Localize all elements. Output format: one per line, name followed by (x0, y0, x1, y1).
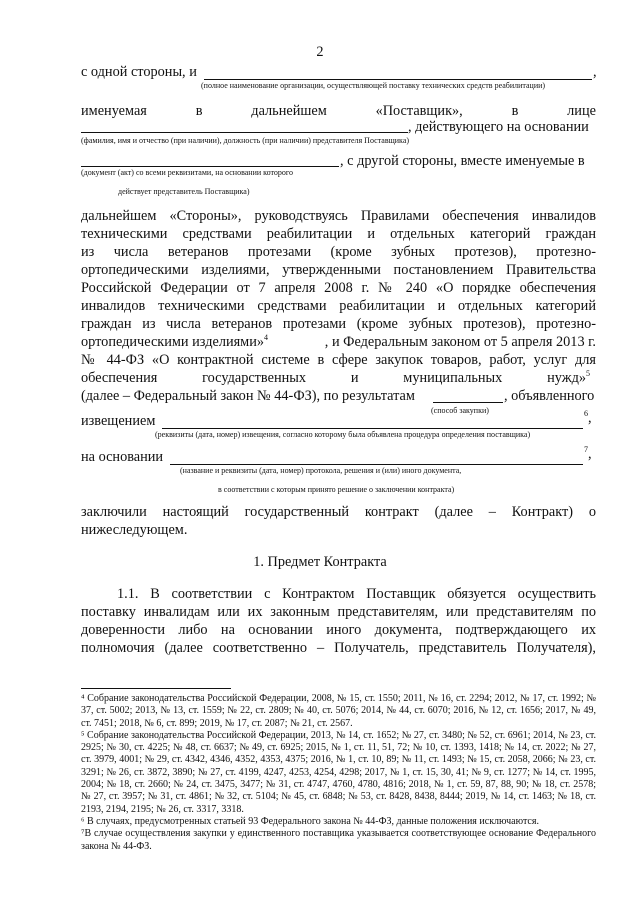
preamble-line (81, 369, 596, 387)
party1-suffix: , (593, 64, 597, 80)
document-page: 2 с одной стороны, и , (полное наименование организации, осуществляющей поставку технических средств реабилитации) именуемая в дальнейшем «Поставщик», в лице , действующего на основании (фамилия, имя и отчество (при наличии), должность (при наличии) представителя Поставщика) , с другой стороны, вместе именуемые в (документ (акт) со всеми реквизитами, на основании которого действует представитель Поставщика) дальнейшем «Стороны», руководствуясь Правилами обеспечения инвалидов техническими средствами реабилитации и отдельных категорий граждан из числа ветеранов протезами (кроме зубных протезов), протезно- ортопедическими изделиями, утвержденными постановлением Правительства Российской Федерации от 7 апреля 2008 г. № 240 «О порядке обеспечения инвалидов техническими средствами реабилитации и отдельных категорий граждан из числа ветеранов протезами (кроме зубных протезов), протезно- ортопедическими изделиями»$^4$ , и Федеральным законом от 5 апреля 2013 г. № 44-ФЗ «О контрактной системе в сфере закупок товаров, работ, услуг для обеспечения государственных и муниципальных нужд»$^5$ (далее – Федеральный закон № 44-ФЗ), по результатам , объявленного (способ закупки) извещением $^6$, (реквизиты (дата, номер) извещения, согласно которому была объявлена процедура определения поставщика) на основании $^7$, (название и реквизиты (дата, номер) протокола, решения и (или) иного документа, в соответствии с которым принято решение о заключении контракта) заключили настоящий государственный контракт (далее – Контракт) о нижеследующем. 1. Предмет Контракта 1.1. В соответствии с Контрактом Поставщик обязуется осуществить поставку инвалидам или их законным представителям, или представителям по доверенности либо на основании иного документа, подтверждающего их полномочия (далее соответственно – Получатель, представитель Получателя), ⁴ Собрание законодательства Российской Федерации, 2008, № 15, ст. 1550; 2011, № 16, ст. 2294; 2012, № 17, ст. 1992; № 37, ст. 5002; 2013, № 13, ст. 1559; № 22, ст. 2809; № 40, ст. 5076; 2014, № 44, ст. 6070; 2016, № 12, ст. 1656; 2017, № 49, ст. 7451; 2018, № 6, ст. 899; 2019, № 17, ст. 2087; № 21, ст. 2567. ⁵ Собрание законодательства Российской Федерации, 2013, № 14, ст. 1652; № 27, ст. 3480; № 52, ст. 6961; 2014, № 23, ст. 2925; № 30, ст. 4225; № 48, ст. 6637; № 49, ст. 6925; 2015, № 1, ст. 11, 51, 72; № 10, ст. 1393, 1418; № 14, ст. 2022; № 27, ст. 3979, 4001; № 29, ст. 4342, 4346, 4352, 4353, 4375; 2016, № 1, ст. 10, 89; № 11, ст. 1493; № 15, ст. 2058, 2066; № 23, ст. 3291; № 26, ст. 3872, 3890; № 27, ст. 4199, 4247, 4253, 4254, 4298; 2017, № 1, ст. 15, 30, 41; № 9, ст. 1277; № 14, ст. 1995, 2004; № 18, ст. 2660; № 24, ст. 3475, 3477; № 31, ст. 4747, 4760, 4780, 4816; 2018, № 1, ст. 59, 87, 88, 90; № 18, ст. 2578; № 27, ст. 3957; № 31, ст. 4861; № 32, ст. 5104; № 45, ст. 6848; № 53, ст. 8428, 8438, 8444; 2019, № 14, ст. 1463; № 18, ст. 2193, 2194, 2195; № 26, ст. 3317, 3318. ⁶ В случаях, предусмотренных статьей 93 Федерального закона № 44-ФЗ, данные положения исключаются. ⁷В случае осуществления закупки у единственного поставщика указывается соответствующее основание Федерального закона № 44-ФЗ. (0, 0, 640, 905)
preamble-fragment: обеспечения государственных и муниципальных нужд» (81, 370, 586, 386)
page-number: 2 (316, 44, 324, 60)
preamble-line: техническими средствами реабилитации и отдельных категорий граждан (81, 226, 596, 242)
footnote-7: ⁷В случае осуществления закупки у единственного поставщика указывается соответствующее основание Федерального закона № 44-ФЗ. (81, 828, 596, 852)
preamble-fragment: , объявленного (504, 388, 595, 404)
procurement-method-blank (433, 387, 503, 403)
named-word: «Поставщик», (375, 103, 463, 119)
notice-label: извещением (81, 413, 156, 429)
footnote-ref-5: 5 (586, 369, 590, 379)
preamble-line: № 44-ФЗ «О контрактной системе в сфере закупок товаров, работ, услуг для (81, 352, 596, 368)
footnote-4: ⁴ Собрание законодательства Российской Федерации, 2008, № 15, ст. 1550; 2011, № 16, ст. 2294; 2012, № 17, ст. 1992; № 37, ст. 5002; 2013, № 13, ст. 1559; № 22, ст. 2809; № 40, ст. 5076; 2014, № 44, ст. 6070; 2016, № 12, ст. 1656; 2017, № 49, ст. 7451; 2018, № 6, ст. 899; 2019, № 17, ст. 2087; № 21, ст. 2567. (81, 693, 596, 729)
preamble-fragment: , и Федеральным законом от 5 апреля 2013 г. (324, 334, 596, 350)
document-suffix: , с другой стороны, вместе именуемые в (340, 153, 585, 169)
notice-blank (162, 413, 583, 429)
named-word: лице (567, 103, 596, 119)
procurement-method-caption: (способ закупки) (431, 406, 489, 415)
named-word: в (195, 103, 203, 119)
basis-caption: в соответствии с которым принято решение о заключении контракта) (218, 485, 455, 494)
footnote-ref-7: 7 (584, 445, 588, 455)
document-blank (81, 152, 339, 167)
preamble-line: инвалидов техническими средствами реабилитации и отдельных категорий (81, 298, 596, 314)
preamble-line: граждан из числа ветеранов протезами (кроме зубных протезов), протезно- (81, 316, 596, 332)
supplier-name-blank (204, 64, 592, 80)
footnote-ref-6: 6 (584, 409, 588, 419)
basis-label: на основании (81, 449, 164, 465)
clause-line: доверенности либо на основании иного документа, подтверждающего их (81, 622, 596, 638)
footnote-divider (81, 688, 231, 689)
footnote-ref-4: 4 (264, 333, 269, 343)
section-title: 1. Предмет Контракта (253, 554, 387, 570)
footnote-6: ⁶ В случаях, предусмотренных статьей 93 Федерального закона № 44-ФЗ, данные положения исключаются. (81, 815, 539, 827)
basis-caption: (название и реквизиты (дата, номер) протокола, решения и (или) иного документа, (180, 466, 462, 475)
concluded-line: заключили настоящий государственный контракт (далее – Контракт) о (81, 504, 596, 520)
preamble-line: дальнейшем «Стороны», руководствуясь Правилами обеспечения инвалидов (81, 208, 596, 224)
named-word: дальнейшем (251, 103, 327, 119)
footnotes (81, 693, 596, 853)
basis-blank (170, 449, 583, 465)
preamble-line: ортопедическими изделиями, утвержденными постановлением Правительства (81, 262, 596, 278)
concluded-line: нижеследующем. (81, 522, 188, 538)
document-caption: действует представитель Поставщика) (118, 187, 250, 196)
clause-line: полномочия (далее соответственно – Получатель, представитель Получателя), (81, 640, 596, 656)
representative-caption: (фамилия, имя и отчество (при наличии), должность (при наличии) представителя Поставщика) (81, 136, 410, 145)
representative-suffix: , действующего на основании (408, 119, 589, 135)
preamble-line: из числа ветеранов протезами (кроме зубных протезов), протезно- (81, 244, 596, 260)
preamble-fragment: (далее – Федеральный закон № 44-ФЗ), по результатам (81, 388, 415, 404)
document-caption: (документ (акт) со всеми реквизитами, на основании которого (81, 168, 293, 177)
representative-blank (81, 118, 408, 133)
clause-line: 1.1. В соответствии с Контрактом Поставщик обязуется осуществить (117, 586, 596, 602)
clause-line: поставку инвалидам или их законным представителям, или представителям по (81, 604, 596, 620)
preamble-line: Российской Федерации от 7 апреля 2008 г. № 240 «О порядке обеспечения (81, 280, 596, 296)
preamble-fragment: ортопедическими изделиями» (81, 334, 265, 350)
party1-prefix: с одной стороны, и (81, 64, 197, 80)
named-word: именуемая (81, 103, 147, 119)
footnote-5: ⁵ Собрание законодательства Российской Федерации, 2013, № 14, ст. 1652; № 27, ст. 3480; № 52, ст. 6961; 2014, № 23, ст. 2925; № 30, ст. 4225; № 48, ст. 6637; № 49, ст. 6925; 2015, № 1, ст. 11, 51, 72; № 10, ст. 1393, 1418; № 14, ст. 2022; № 27, ст. 3979, 4001; № 29, ст. 4342, 4346, 4352, 4353, 4375; 2016, № 1, ст. 10, 89; № 11, ст. 1493; № 15, ст. 2058, 2066; № 23, ст. 3291; № 26, ст. 3872, 3890; № 27, ст. 4199, 4247, 4253, 4254, 4298; 2017, № 1, ст. 15, 30, 41; № 9, ст. 1277; № 14, ст. 1995, 2004; № 18, ст. 2660; № 24, ст. 3475, 3477; № 31, ст. 4747, 4760, 4780, 4816; 2018, № 1, ст. 59, 87, 88, 90; № 18, ст. 2578; № 27, ст. 3957; № 31, ст. 4861; № 32, ст. 5104; № 45, ст. 6848; № 53, ст. 8428, 8438, 8444; 2019, № 14, ст. 1463; № 18, ст. 2193, 2194, 2195; № 26, ст. 3317, 3318. (81, 729, 596, 815)
supplier-name-caption: (полное наименование организации, осуществляющей поставку технических средств реабилитации) (201, 81, 546, 90)
named-word: в (511, 103, 519, 119)
preamble-line (81, 333, 596, 351)
notice-caption: (реквизиты (дата, номер) извещения, согласно которому была объявлена процедура определения поставщика) (155, 430, 531, 439)
